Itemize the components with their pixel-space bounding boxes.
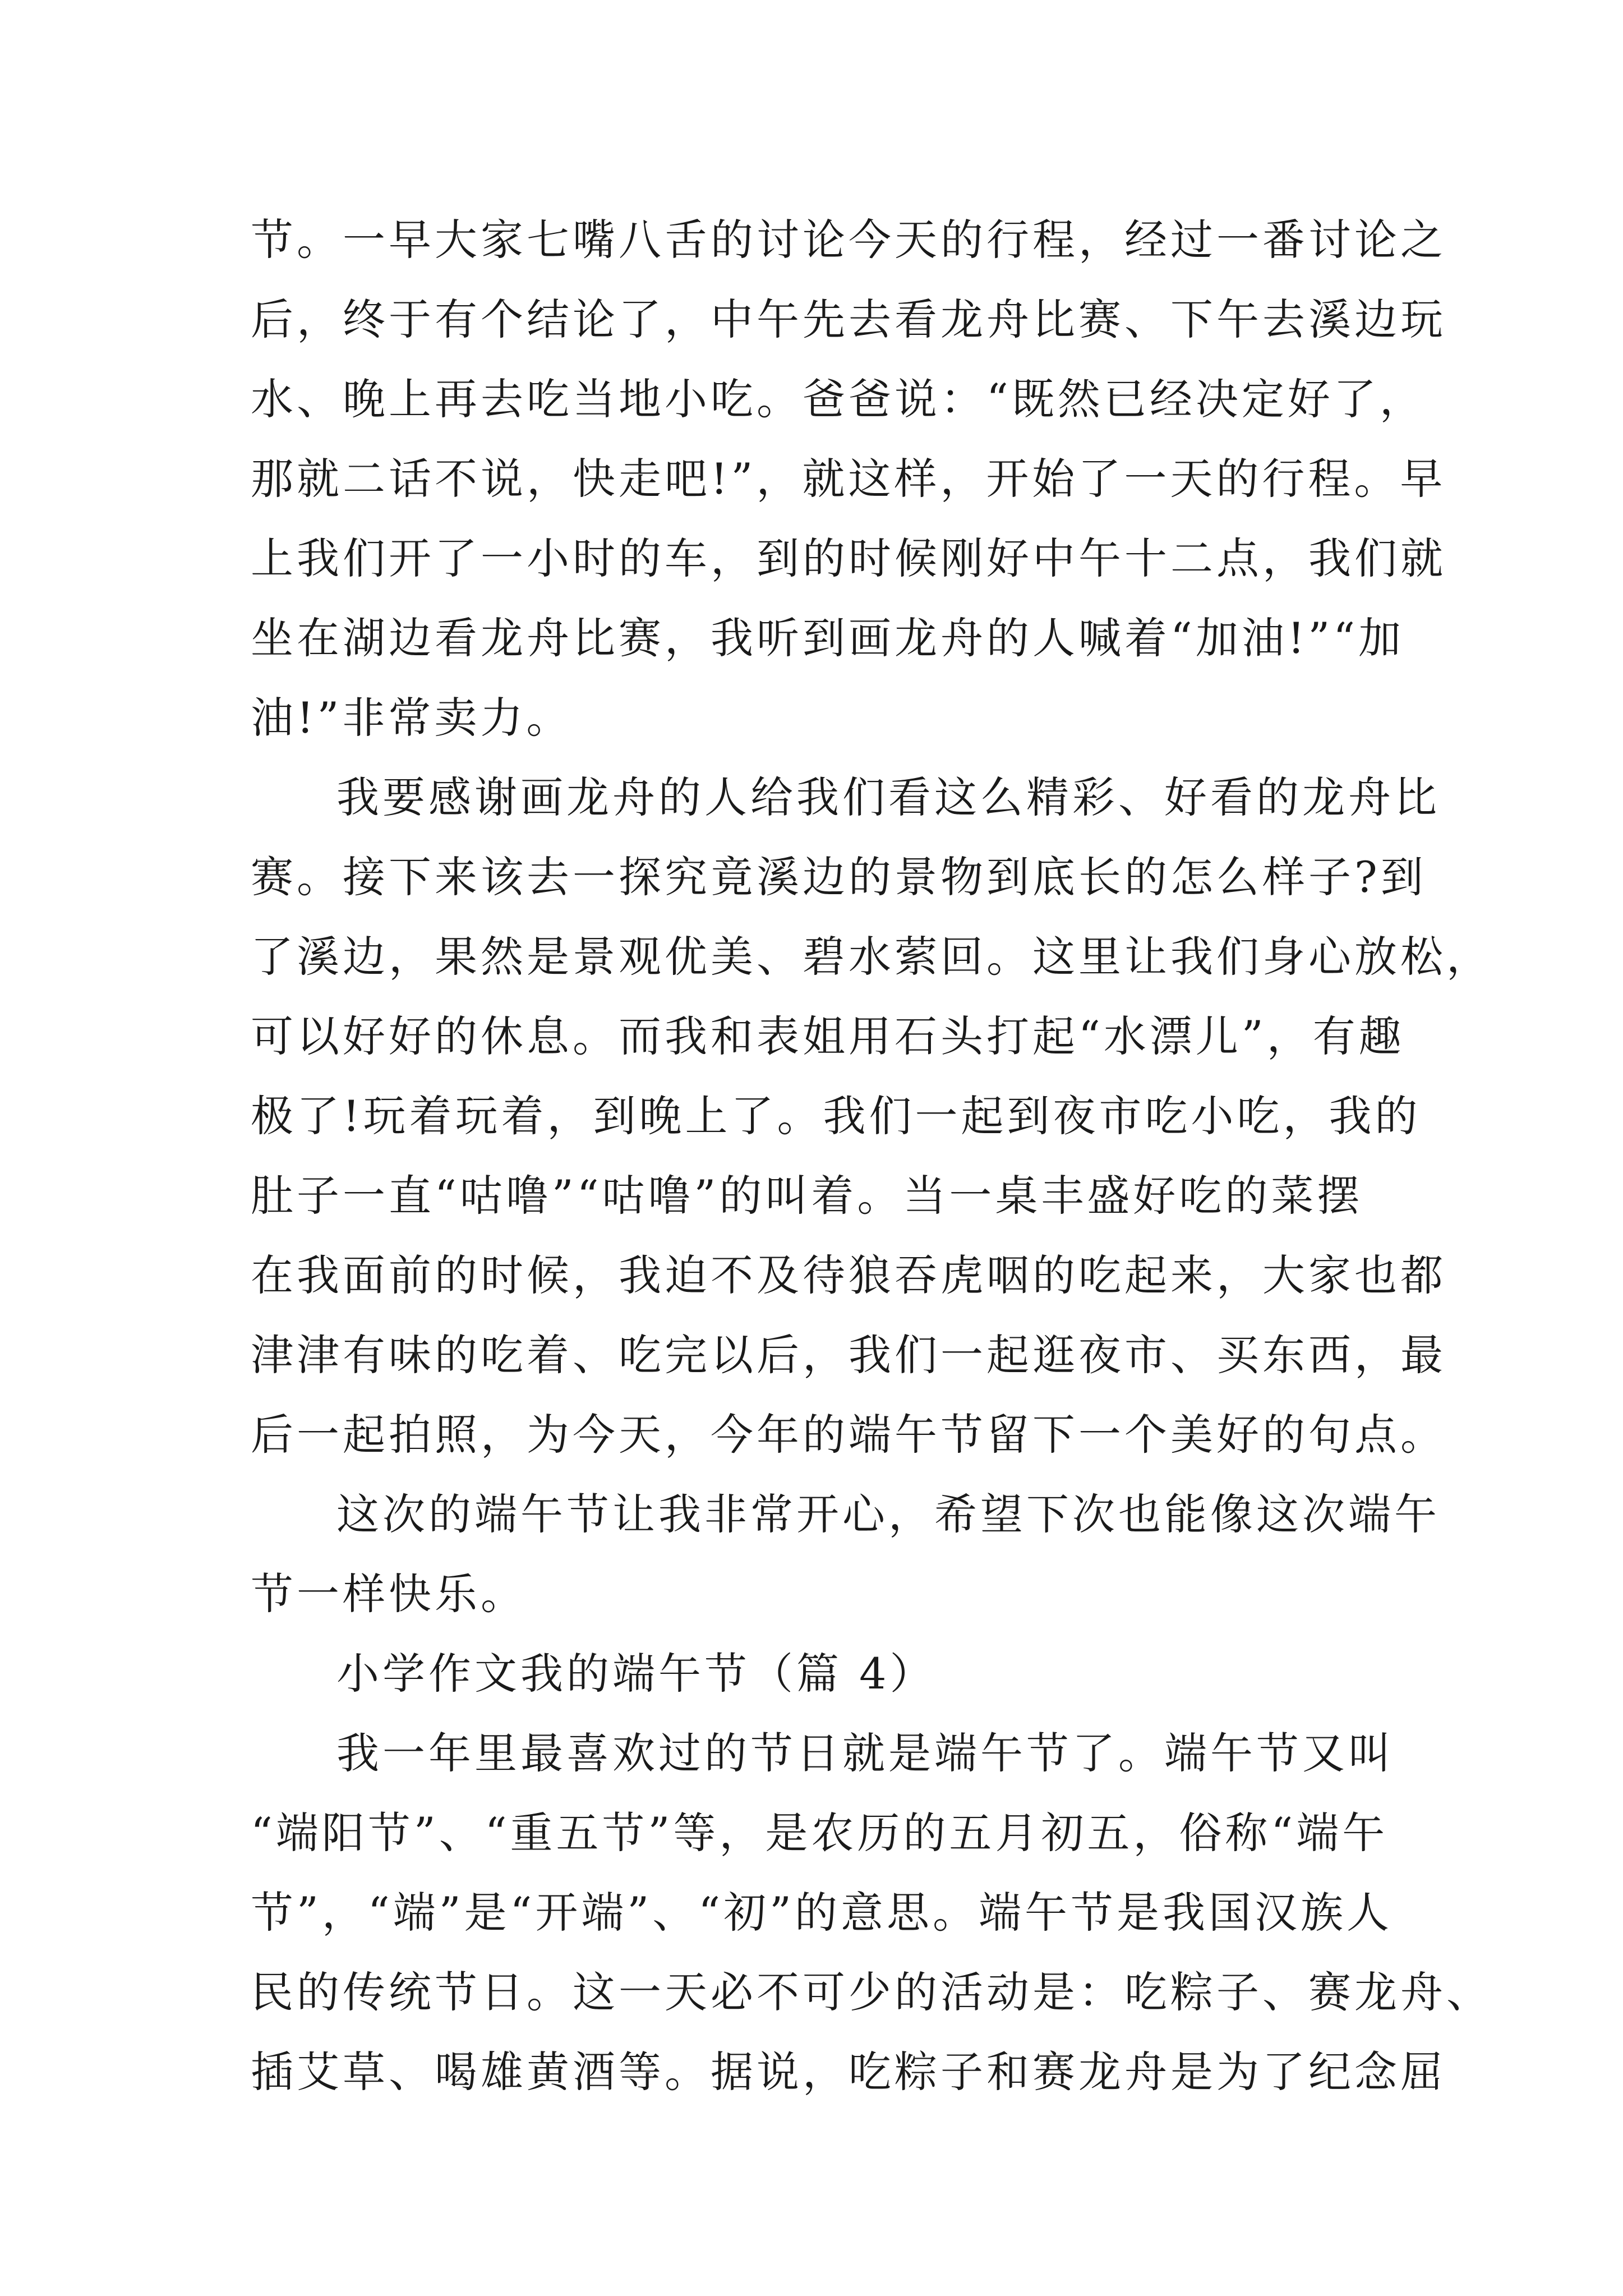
text-line: 津津有味的吃着、吃完以后，我们一起逛夜市、买东西，最 xyxy=(251,1330,1446,1380)
paragraph-start-line: 我要感谢画龙舟的人给我们看这么精彩、好看的龙舟比 xyxy=(336,772,1440,822)
text-line: 民的传统节日。这一天必不可少的活动是：吃粽子、赛龙舟、 xyxy=(251,1967,1492,2017)
text-line: 了溪边，果然是景观优美、碧水萦回。这里让我们身心放松， xyxy=(251,932,1492,982)
text-line: 肚子一直“咕噜”“咕噜”的叫着。当一桌丰盛好吃的菜摆 xyxy=(251,1171,1363,1221)
paragraph-start-line: 我一年里最喜欢过的节日就是端午节了。端午节又叫 xyxy=(336,1728,1394,1778)
text-line: 后一起拍照，为今天，今年的端午节留下一个美好的句点。 xyxy=(251,1410,1446,1460)
text-line: 那就二话不说，快走吧!”，就这样，开始了一天的行程。早 xyxy=(251,454,1446,504)
section-heading: 小学作文我的端午节（篇 4） xyxy=(336,1649,936,1699)
paragraph-start-line: 这次的端午节让我非常开心，希望下次也能像这次端午 xyxy=(336,1489,1440,1539)
text-line: 可以好好的休息。而我和表姐用石头打起“水漂儿”，有趣 xyxy=(251,1011,1405,1061)
text-line: 油!”非常卖力。 xyxy=(251,693,573,743)
text-line: 极了!玩着玩着，到晚上了。我们一起到夜市吃小吃，我的 xyxy=(251,1091,1421,1141)
text-line: 水、晚上再去吃当地小吃。爸爸说：“既然已经决定好了， xyxy=(251,374,1426,424)
text-line: 后，终于有个结论了，中午先去看龙舟比赛、下午去溪边玩 xyxy=(251,295,1446,344)
text-line: 插艾草、喝雄黄酒等。据说，吃粽子和赛龙舟是为了纪念屈 xyxy=(251,2047,1446,2097)
text-line: 节”，“端”是“开端”、“初”的意思。端午节是我国汉族人 xyxy=(251,1888,1393,1938)
text-line: 在我面前的时候，我迫不及待狼吞虎咽的吃起来，大家也都 xyxy=(251,1250,1446,1300)
text-line: 节。一早大家七嘴八舌的讨论今天的行程，经过一番讨论之 xyxy=(251,215,1446,265)
text-line: “端阳节”、“重五节”等，是农历的五月初五，俗称“端午 xyxy=(251,1808,1389,1858)
text-line: 赛。接下来该去一探究竟溪边的景物到底长的怎么样子?到 xyxy=(251,852,1427,902)
text-line: 坐在湖边看龙舟比赛，我听到画龙舟的人喊着“加油!”“加 xyxy=(251,613,1405,663)
text-line: 节一样快乐。 xyxy=(251,1569,527,1619)
text-line: 上我们开了一小时的车，到的时候刚好中午十二点，我们就 xyxy=(251,533,1446,583)
